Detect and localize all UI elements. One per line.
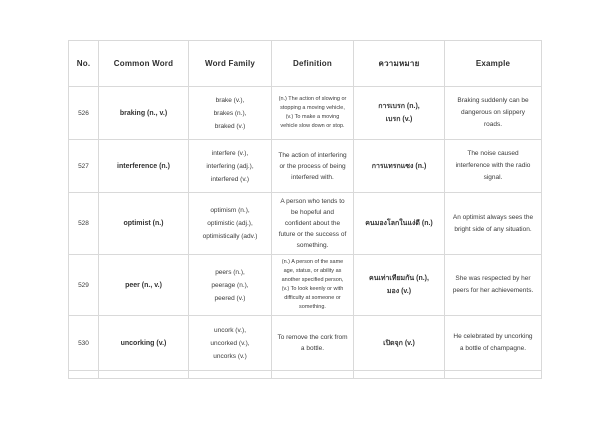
meaning-line: มอง (v.) (386, 288, 412, 295)
word-family-line: brakes (n.), (213, 109, 247, 117)
definition-sense: To remove the cork from a bottle. (277, 334, 348, 352)
cell-definition (272, 255, 354, 316)
header-row (69, 41, 542, 87)
word-family-line: peered (v.) (214, 294, 246, 302)
cell-definition (272, 87, 354, 140)
definition-sense: The action of interfering or the process of being interfered with. (278, 151, 347, 181)
word-family-line: interfering (adj.), (206, 162, 254, 170)
word-family-line: optimistically (adv.) (202, 233, 258, 240)
meaning-line: การเบรก (n.), (378, 103, 420, 110)
word-family-line: uncorked (v.), (210, 339, 250, 347)
meaning-line: เบรก (v.) (385, 116, 413, 123)
cell-example: Braking suddenly can be dangerous on slippery roads. (445, 87, 542, 140)
definition-sense: (v.) To look keenly or with difficulty at someone or something. (281, 286, 344, 310)
cell-meaning-thai (354, 87, 445, 140)
meaning-line: การแทรกแซง (n.) (371, 162, 427, 170)
table-row (69, 255, 542, 316)
table-row (69, 87, 542, 140)
cell-word-family (189, 255, 272, 316)
header-word-family: Word Family (189, 41, 272, 87)
definition-sense: A person who tends to be hopeful and confident about the future or the success of something. (278, 198, 347, 249)
empty-cell (189, 371, 272, 379)
cell-meaning-thai (354, 255, 445, 316)
meaning-line: เปิดจุก (v.) (383, 339, 415, 347)
cell-meaning-thai (354, 316, 445, 371)
cell-common-word: peer (n., v.) (99, 255, 189, 316)
cell-no: 529 (69, 255, 99, 316)
cell-common-word: braking (n., v.) (99, 87, 189, 140)
cell-definition (272, 193, 354, 255)
word-family-line: brake (v.), (215, 96, 245, 104)
empty-cell (272, 371, 354, 379)
cell-word-family (189, 87, 272, 140)
header-meaning-thai: ความหมาย (354, 41, 445, 87)
word-family-line: interfere (v.), (211, 149, 249, 157)
table-row (69, 193, 542, 255)
cell-no: 526 (69, 87, 99, 140)
cell-word-family (189, 193, 272, 255)
meaning-line: คนเท่าเทียมกัน (n.), (369, 275, 429, 282)
empty-cell (69, 371, 99, 379)
vocabulary-table (68, 40, 542, 379)
cell-meaning-thai (354, 193, 445, 255)
meaning-line: คนมองโลกในแง่ดี (n.) (365, 220, 433, 227)
cell-common-word: optimist (n.) (99, 193, 189, 255)
cell-example: The noise caused interference with the radio signal. (445, 140, 542, 193)
cell-word-family (189, 316, 272, 371)
cell-example: She was respected by her peers for her achievements. (445, 255, 542, 316)
cell-definition (272, 140, 354, 193)
header-no: No. (69, 41, 99, 87)
header-definition: Definition (272, 41, 354, 87)
cell-word-family (189, 140, 272, 193)
cell-common-word: uncorking (v.) (99, 316, 189, 371)
header-example: Example (445, 41, 542, 87)
table-row (69, 316, 542, 371)
cell-no: 528 (69, 193, 99, 255)
word-family-line: optimistic (adj.), (207, 220, 253, 227)
word-family-line: braked (v.) (214, 122, 246, 130)
word-family-line: interfered (v.) (210, 175, 250, 183)
cell-example: An optimist always sees the bright side of any situation. (445, 193, 542, 255)
empty-cell (354, 371, 445, 379)
definition-sense: (n.) A person of the same age, status, or ability as another specified person, (281, 259, 344, 283)
cell-meaning-thai (354, 140, 445, 193)
cell-no: 527 (69, 140, 99, 193)
empty-cell (99, 371, 189, 379)
word-family-line: uncork (v.), (213, 326, 247, 334)
empty-trailing-row (69, 371, 542, 379)
table-body (69, 87, 542, 371)
definition-sense: (v.) To make a moving vehicle slow down or stop. (280, 114, 345, 129)
cell-no: 530 (69, 316, 99, 371)
definition-sense: (n.) The action of slowing or stopping a moving vehicle, (278, 96, 347, 111)
table-row (69, 140, 542, 193)
word-family-line: peerage (n.), (211, 281, 249, 289)
cell-common-word: interference (n.) (99, 140, 189, 193)
word-family-line: peers (n.), (215, 268, 245, 276)
word-family-line: optimism (n.), (210, 207, 250, 214)
cell-definition (272, 316, 354, 371)
word-family-line: uncorks (v.) (213, 352, 247, 360)
empty-cell (445, 371, 542, 379)
header-common-word: Common Word (99, 41, 189, 87)
cell-example: He celebrated by uncorking a bottle of champagne. (445, 316, 542, 371)
